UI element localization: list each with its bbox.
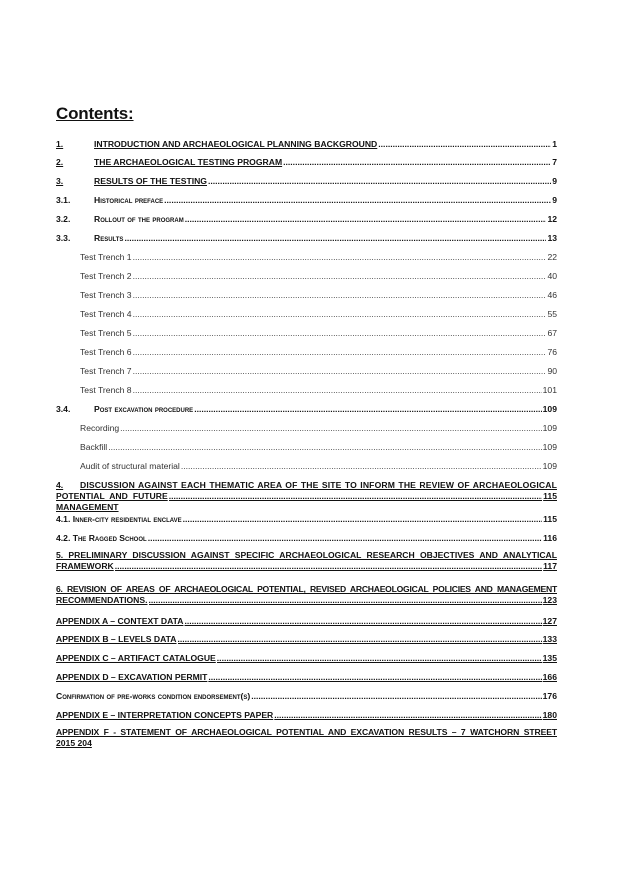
toc-entry-label: Recording [80, 423, 120, 433]
toc-entry-label: Test Trench 6 [80, 347, 132, 357]
toc-leader-dots [124, 232, 546, 244]
toc-entry-appendix-b[interactable] [56, 633, 557, 645]
toc-leader-dots [251, 690, 541, 702]
toc-entry-label: Audit of structural material [80, 461, 180, 471]
toc-entry-number: 1. [56, 139, 64, 149]
toc-entry-label: RESULTS OF THE TESTING [94, 176, 207, 186]
toc-entry-confirmation[interactable] [56, 690, 557, 702]
toc-entry-page: 67 [547, 328, 557, 338]
toc-leader-dots [208, 175, 551, 187]
toc-entry-label: Backfill [80, 442, 108, 452]
toc-entry-label: Rollout of the program [94, 214, 184, 224]
toc-leader-dots [169, 491, 542, 502]
toc-entry-page: 9 [552, 176, 557, 186]
toc-entry-page: 127 [542, 616, 557, 626]
toc-entry-page: 13 [547, 233, 557, 243]
toc-entry-page: 123 [542, 595, 557, 605]
toc-leader-dots [194, 403, 541, 415]
toc-leader-dots [181, 460, 542, 472]
toc-leader-dots [149, 595, 542, 606]
toc-entry-label-line2: FRAMEWORK [56, 561, 114, 571]
toc-entry-page: 176 [542, 691, 557, 701]
toc-entry-page: 166 [542, 672, 557, 682]
toc-entry-label-line1: 5. PRELIMINARY DISCUSSION AGAINST SPECIFIC ARCHAEOLOGICAL RESEARCH OBJECTIVES AND ANALYTICAL [56, 550, 557, 560]
toc-leader-dots [208, 671, 541, 683]
toc-entry-label: Test Trench 7 [80, 366, 132, 376]
toc-entry-number: 3. [56, 176, 64, 186]
toc-entry-number: 4. [56, 480, 64, 490]
toc-entry-page: 22 [547, 252, 557, 262]
toc-leader-dots [178, 633, 542, 645]
toc-leader-dots [184, 615, 541, 627]
toc-entry-test-trench-8[interactable] [80, 384, 557, 396]
toc-entry-4-2[interactable] [56, 532, 557, 544]
toc-entry-test-trench-6[interactable] [80, 346, 557, 358]
toc-entry-label: APPENDIX C – ARTIFACT CATALOGUE [56, 653, 216, 663]
toc-entry-label: 4.1. Inner-city residential enclave [56, 514, 182, 524]
toc-entry-label: APPENDIX D – EXCAVATION PERMIT [56, 672, 208, 682]
toc-entry-page: 101 [542, 385, 557, 395]
toc-leader-dots [183, 513, 542, 525]
toc-entry-number: 2. [56, 157, 64, 167]
toc-entry-test-trench-1[interactable] [80, 251, 557, 263]
toc-entry-label: APPENDIX A – CONTEXT DATA [56, 616, 184, 626]
toc-leader-dots [133, 346, 547, 358]
toc-entry-page: 115 [543, 491, 557, 501]
toc-entry-3-1[interactable] [56, 194, 557, 206]
toc-entry-test-trench-4[interactable] [80, 308, 557, 320]
toc-entry-label: Test Trench 1 [80, 252, 132, 262]
toc-entry-label-line2: POTENTIAL AND FUTURE MANAGEMENT [56, 491, 168, 512]
toc-leader-dots [133, 308, 547, 320]
page-title: Contents: [56, 104, 134, 123]
toc-entry-test-trench-2[interactable] [80, 270, 557, 282]
toc-entry-3-3[interactable] [56, 232, 557, 244]
toc-entry-page: 116 [543, 533, 557, 543]
toc-entry-recording[interactable] [80, 422, 557, 434]
toc-leader-dots [148, 532, 542, 544]
toc-leader-dots [108, 441, 541, 453]
toc-entry-audit[interactable] [80, 460, 557, 472]
toc-entry-page: 109 [542, 442, 557, 452]
toc-entry-1[interactable] [56, 138, 557, 150]
toc-leader-dots [133, 289, 547, 301]
toc-entry-label-line1: DISCUSSION AGAINST EACH THEMATIC AREA OF THE SITE TO INFORM THE REVIEW OF ARCHAEOLOGICAL [80, 480, 557, 490]
toc-entry-3[interactable] [56, 175, 557, 187]
toc-entry-page: 40 [547, 271, 557, 281]
toc-entry-test-trench-5[interactable] [80, 327, 557, 339]
toc-leader-dots [115, 561, 542, 572]
toc-entry-label: Post excavation procedure [94, 404, 194, 414]
toc-entry-page: 109 [542, 461, 557, 471]
toc-entry-appendix-a[interactable] [56, 615, 557, 627]
toc-entry-number: 3.3. [56, 233, 71, 243]
toc-entry-label: Confirmation of pre-works condition endorsement(s) [56, 691, 251, 701]
toc-entry-5[interactable] [56, 550, 557, 572]
toc-entry-3-4[interactable] [56, 403, 557, 415]
toc-leader-dots [185, 213, 547, 225]
toc-leader-dots [274, 709, 541, 721]
toc-leader-dots [133, 327, 547, 339]
toc-entry-label: Test Trench 5 [80, 328, 132, 338]
toc-entry-page: 9 [552, 195, 557, 205]
toc-entry-appendix-d[interactable] [56, 671, 557, 683]
toc-entry-label: APPENDIX E – INTERPRETATION CONCEPTS PAPER [56, 710, 274, 720]
toc-entry-number: 3.1. [56, 195, 71, 205]
toc-entry-page: 133 [542, 634, 557, 644]
toc-entry-label-line1: APPENDIX F - STATEMENT OF ARCHAEOLOGICAL POTENTIAL AND EXCAVATION RESULTS – 7 WATCHORN STREET [56, 727, 557, 737]
toc-entry-page: 7 [552, 157, 557, 167]
toc-entry-page: 115 [543, 514, 557, 524]
toc-entry-label: Test Trench 8 [80, 385, 132, 395]
toc-entry-label: Test Trench 3 [80, 290, 132, 300]
toc-entry-page: 46 [547, 290, 557, 300]
toc-entry-page: 180 [542, 710, 557, 720]
toc-entry-label: Test Trench 2 [80, 271, 132, 281]
toc-entry-label-line2: 2015 204 [56, 738, 92, 748]
toc-leader-dots [120, 422, 541, 434]
toc-entry-page: 76 [547, 347, 557, 357]
toc-entry-label: Historical preface [94, 195, 164, 205]
toc-leader-dots [378, 138, 551, 150]
toc-entry-number: 3.2. [56, 214, 71, 224]
toc-entry-page: 55 [547, 309, 557, 319]
toc-entry-appendix-e[interactable] [56, 709, 557, 721]
toc-leader-dots [133, 251, 547, 263]
toc-entry-label: INTRODUCTION AND ARCHAEOLOGICAL PLANNING BACKGROUND [94, 139, 378, 149]
toc-entry-page: 12 [547, 214, 557, 224]
toc-entry-label: THE ARCHAEOLOGICAL TESTING PROGRAM [94, 157, 283, 167]
toc-leader-dots [133, 384, 542, 396]
toc-entry-appendix-f[interactable] [56, 727, 557, 749]
toc-entry-2[interactable] [56, 156, 557, 168]
toc-leader-dots [217, 652, 542, 664]
toc-leader-dots [133, 270, 547, 282]
toc-entry-4[interactable] [56, 480, 557, 513]
toc-entry-label-line2: RECOMMENDATIONS. [56, 595, 148, 605]
toc-entry-page: 135 [542, 653, 557, 663]
toc-entry-label: APPENDIX B – LEVELS DATA [56, 634, 177, 644]
toc-entry-page: 1 [552, 139, 557, 149]
toc-entry-label-line1: 6. REVISION OF AREAS OF ARCHAEOLOGICAL POTENTIAL, REVISED ARCHAEOLOGICAL POLICIES AND MANAGEMENT [56, 584, 557, 594]
toc-leader-dots [133, 365, 547, 377]
toc-entry-4-1[interactable] [56, 513, 557, 525]
toc-entry-test-trench-7[interactable] [80, 365, 557, 377]
toc-entry-backfill[interactable] [80, 441, 557, 453]
toc-entry-label: Test Trench 4 [80, 309, 132, 319]
toc-entry-appendix-c[interactable] [56, 652, 557, 664]
toc-entry-page: 117 [543, 561, 557, 571]
toc-entry-3-2[interactable] [56, 213, 557, 225]
toc-entry-test-trench-3[interactable] [80, 289, 557, 301]
toc-leader-dots [283, 156, 551, 168]
toc-leader-dots [164, 194, 551, 206]
toc-entry-number: 3.4. [56, 404, 71, 414]
toc-entry-page: 90 [547, 366, 557, 376]
toc-entry-label: 4.2. The Ragged School [56, 533, 147, 543]
toc-entry-page: 109 [542, 423, 557, 433]
toc-entry-label: Results [94, 233, 124, 243]
toc-entry-page: 109 [542, 404, 557, 414]
toc-entry-6[interactable] [56, 584, 557, 606]
